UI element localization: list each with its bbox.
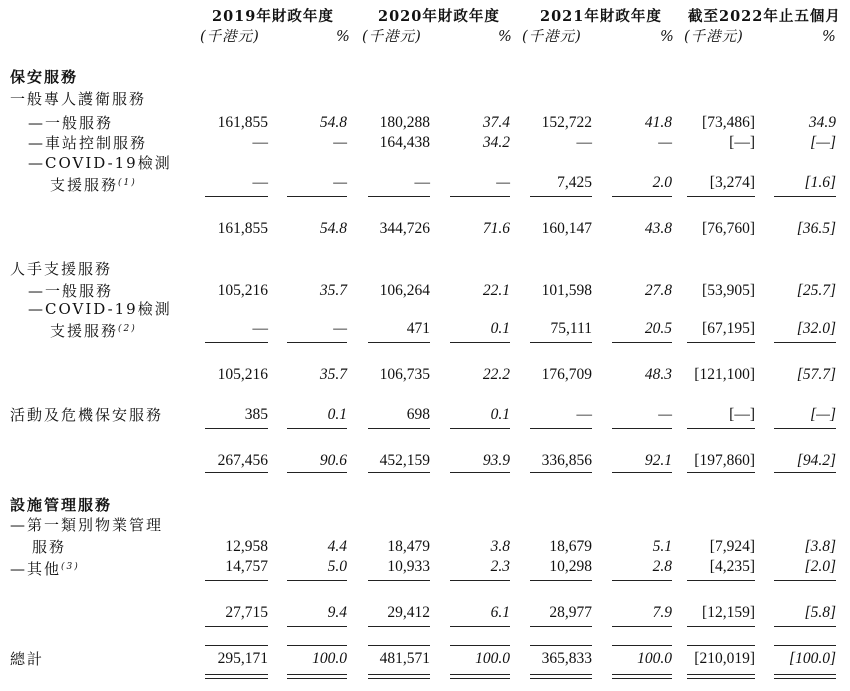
table-cell: — — [658, 406, 672, 423]
rule — [612, 196, 672, 197]
table-cell: 336,856 — [541, 452, 592, 469]
table-cell: [7,924] — [709, 538, 755, 555]
rule — [287, 580, 347, 581]
rule — [774, 196, 836, 197]
table-cell: [57.7] — [796, 366, 836, 383]
table-cell: [76,760] — [702, 220, 755, 237]
rule — [530, 342, 592, 343]
table-cell: [32.0] — [796, 320, 836, 337]
rule — [368, 196, 430, 197]
table-cell: — — [252, 320, 268, 337]
rule — [450, 645, 510, 646]
table-cell: 161,855 — [217, 220, 268, 237]
header-2019: 2019年財政年度 — [212, 8, 334, 25]
label-class1-cont: 服務 — [32, 538, 67, 556]
table-cell: [3.8] — [804, 538, 836, 555]
rule — [450, 580, 510, 581]
table-cell: 75,111 — [550, 320, 592, 337]
table-cell: 20.5 — [644, 320, 672, 337]
rule — [687, 645, 755, 646]
label-total: 總計 — [10, 650, 45, 668]
table-cell: [73,486] — [702, 114, 755, 131]
table-cell: 34.9 — [808, 114, 836, 131]
unit-2021: (千港元) — [522, 29, 582, 45]
table-cell: 698 — [406, 406, 430, 423]
rule — [530, 626, 592, 627]
table-cell: 28,977 — [549, 604, 592, 621]
header-2022: 截至2022年止五個月 — [688, 8, 841, 25]
table-cell: 29,412 — [387, 604, 430, 621]
label-general-guarding: 一般專人護衛服務 — [10, 90, 147, 108]
table-cell: 92.1 — [644, 452, 672, 469]
double-rule — [450, 674, 510, 679]
rule — [530, 645, 592, 646]
table-cell: 9.4 — [327, 604, 347, 621]
table-cell: 0.1 — [327, 406, 347, 423]
table-cell: 106,735 — [379, 366, 430, 383]
table-cell: 14,757 — [225, 558, 268, 575]
table-cell: 0.1 — [490, 320, 510, 337]
table-cell: [3,274] — [709, 174, 755, 191]
table-cell: [—] — [729, 134, 755, 151]
table-cell: 10,933 — [387, 558, 430, 575]
table-cell: [4,235] — [709, 558, 755, 575]
table-cell: [94.2] — [796, 452, 836, 469]
rule — [287, 472, 347, 473]
rule — [368, 342, 430, 343]
double-rule — [205, 674, 268, 679]
rule — [530, 196, 592, 197]
table-cell: — — [252, 134, 268, 151]
footnote-2: (2) — [118, 324, 137, 334]
table-cell: [5.8] — [804, 604, 836, 621]
label-general-services: —一般服務 — [28, 114, 114, 132]
table-cell: — — [333, 174, 347, 191]
rule — [287, 196, 347, 197]
rule — [612, 626, 672, 627]
pct-2020: % — [498, 29, 513, 45]
table-cell: 100.0 — [475, 650, 510, 667]
rule — [287, 626, 347, 627]
table-cell: 471 — [406, 320, 430, 337]
double-rule — [368, 674, 430, 679]
table-cell: 5.0 — [327, 558, 347, 575]
label-covid-test-b-cont: 支援服務$^{(2)}$ — [50, 322, 137, 340]
pct-2022: % — [822, 29, 837, 45]
table-cell: [—] — [810, 134, 836, 151]
rule — [687, 342, 755, 343]
rule — [205, 626, 268, 627]
rule — [368, 645, 430, 646]
table-cell: — — [333, 134, 347, 151]
table-cell: 105,216 — [217, 282, 268, 299]
table-cell: — — [496, 174, 510, 191]
label-covid-test-b: —COVID-19檢測 — [28, 300, 172, 318]
double-rule — [530, 674, 592, 679]
table-cell: 106,264 — [379, 282, 430, 299]
rule — [530, 428, 592, 429]
rule — [774, 342, 836, 343]
table-cell: 0.1 — [490, 406, 510, 423]
rule — [205, 645, 268, 646]
table-cell: 100.0 — [312, 650, 347, 667]
table-cell: [36.5] — [796, 220, 836, 237]
rule — [287, 428, 347, 429]
table-cell: 37.4 — [482, 114, 510, 131]
rule — [612, 645, 672, 646]
table-cell: 35.7 — [319, 282, 347, 299]
rule — [450, 342, 510, 343]
table-cell: 43.8 — [644, 220, 672, 237]
section-security-services: 保安服務 — [10, 68, 79, 86]
rule — [450, 428, 510, 429]
rule — [368, 472, 430, 473]
table-cell: 93.9 — [482, 452, 510, 469]
label-covid-test-a: —COVID-19檢測 — [28, 154, 172, 172]
table-cell: 41.8 — [644, 114, 672, 131]
rule — [774, 472, 836, 473]
rule — [687, 626, 755, 627]
table-cell: 2.3 — [490, 558, 510, 575]
table-cell: 2.8 — [652, 558, 672, 575]
table-cell: 452,159 — [379, 452, 430, 469]
rule — [450, 626, 510, 627]
table-cell: [1.6] — [804, 174, 836, 191]
rule — [687, 472, 755, 473]
rule — [774, 626, 836, 627]
header-2021: 2021年財政年度 — [540, 8, 662, 25]
rule — [287, 645, 347, 646]
table-cell: 27,715 — [225, 604, 268, 621]
rule — [368, 428, 430, 429]
rule — [205, 580, 268, 581]
rule — [368, 580, 430, 581]
table-cell: 27.8 — [644, 282, 672, 299]
rule — [450, 196, 510, 197]
table-cell: 5.1 — [652, 538, 672, 555]
double-rule — [687, 674, 755, 679]
table-cell: 22.2 — [482, 366, 510, 383]
table-cell: [2.0] — [804, 558, 836, 575]
table-cell: 48.3 — [644, 366, 672, 383]
label-manpower-support: 人手支援服務 — [10, 260, 113, 278]
rule — [774, 580, 836, 581]
table-cell: 54.8 — [319, 220, 347, 237]
table-cell: 12,958 — [225, 538, 268, 555]
table-cell: [53,905] — [702, 282, 755, 299]
table-cell: — — [414, 174, 430, 191]
rule — [530, 580, 592, 581]
label-class1: —第一類別物業管理 — [10, 516, 164, 534]
double-rule — [287, 674, 347, 679]
table-cell: 161,855 — [217, 114, 268, 131]
unit-2020: (千港元) — [362, 29, 422, 45]
table-cell: 365,833 — [541, 650, 592, 667]
table-cell: [210,019] — [694, 650, 755, 667]
table-cell: 71.6 — [482, 220, 510, 237]
rule — [612, 342, 672, 343]
rule — [205, 428, 268, 429]
rule — [687, 428, 755, 429]
table-cell: — — [658, 134, 672, 151]
table-cell: [121,100] — [694, 366, 755, 383]
table-cell: 160,147 — [541, 220, 592, 237]
table-cell: 481,571 — [379, 650, 430, 667]
table-cell: 180,288 — [379, 114, 430, 131]
double-rule — [612, 674, 672, 679]
rule — [205, 472, 268, 473]
label-manpower-general: —一般服務 — [28, 282, 114, 300]
table-cell: [100.0] — [789, 650, 836, 667]
table-cell: 34.2 — [482, 134, 510, 151]
table-cell: 100.0 — [637, 650, 672, 667]
table-cell: 6.1 — [490, 604, 510, 621]
table-cell: [12,159] — [702, 604, 755, 621]
label-others: —其他$^{(3)}$ — [10, 560, 80, 578]
table-cell: 7,425 — [557, 174, 592, 191]
table-cell: 90.6 — [319, 452, 347, 469]
rule — [612, 428, 672, 429]
rule — [287, 342, 347, 343]
table-cell: 2.0 — [652, 174, 672, 191]
table-cell: 22.1 — [482, 282, 510, 299]
table-cell: 10,298 — [549, 558, 592, 575]
section-facility-mgmt: 設施管理服務 — [10, 496, 113, 514]
table-cell: [—] — [810, 406, 836, 423]
table-cell: 152,722 — [541, 114, 592, 131]
table-cell: [197,860] — [694, 452, 755, 469]
table-cell: 4.4 — [327, 538, 347, 555]
table-cell: 101,598 — [541, 282, 592, 299]
table-cell: 7.9 — [652, 604, 672, 621]
unit-2019: (千港元) — [200, 29, 260, 45]
pct-2021: % — [660, 29, 675, 45]
table-cell: — — [333, 320, 347, 337]
table-cell: 295,171 — [217, 650, 268, 667]
rule — [612, 472, 672, 473]
rule — [774, 645, 836, 646]
label-traffic-control: —車站控制服務 — [28, 134, 148, 152]
rule — [368, 626, 430, 627]
table-cell: 164,438 — [379, 134, 430, 151]
table-cell: [67,195] — [702, 320, 755, 337]
rule — [687, 196, 755, 197]
rule — [450, 472, 510, 473]
table-cell: — — [252, 174, 268, 191]
label-event-crisis: 活動及危機保安服務 — [10, 406, 164, 424]
double-rule — [774, 674, 836, 679]
table-cell: 18,679 — [549, 538, 592, 555]
footnote-3: (3) — [61, 562, 80, 572]
table-cell: 267,456 — [217, 452, 268, 469]
table-cell: — — [576, 406, 592, 423]
table-cell: [25.7] — [796, 282, 836, 299]
rule — [774, 428, 836, 429]
unit-2022: (千港元) — [684, 29, 744, 45]
table-cell: 176,709 — [541, 366, 592, 383]
rule — [612, 580, 672, 581]
table-cell: 344,726 — [379, 220, 430, 237]
table-cell: 105,216 — [217, 366, 268, 383]
pct-2019: % — [336, 29, 351, 45]
rule — [205, 342, 268, 343]
table-cell: 385 — [244, 406, 268, 423]
header-2020: 2020年財政年度 — [378, 8, 500, 25]
table-cell: 35.7 — [319, 366, 347, 383]
table-cell: — — [576, 134, 592, 151]
rule — [530, 472, 592, 473]
table-cell: 18,479 — [387, 538, 430, 555]
rule — [205, 196, 268, 197]
table-cell: 54.8 — [319, 114, 347, 131]
table-cell: [—] — [729, 406, 755, 423]
footnote-1: (1) — [118, 178, 137, 188]
label-covid-test-a-cont: 支援服務$^{(1)}$ — [50, 176, 137, 194]
rule — [687, 580, 755, 581]
table-cell: 3.8 — [490, 538, 510, 555]
